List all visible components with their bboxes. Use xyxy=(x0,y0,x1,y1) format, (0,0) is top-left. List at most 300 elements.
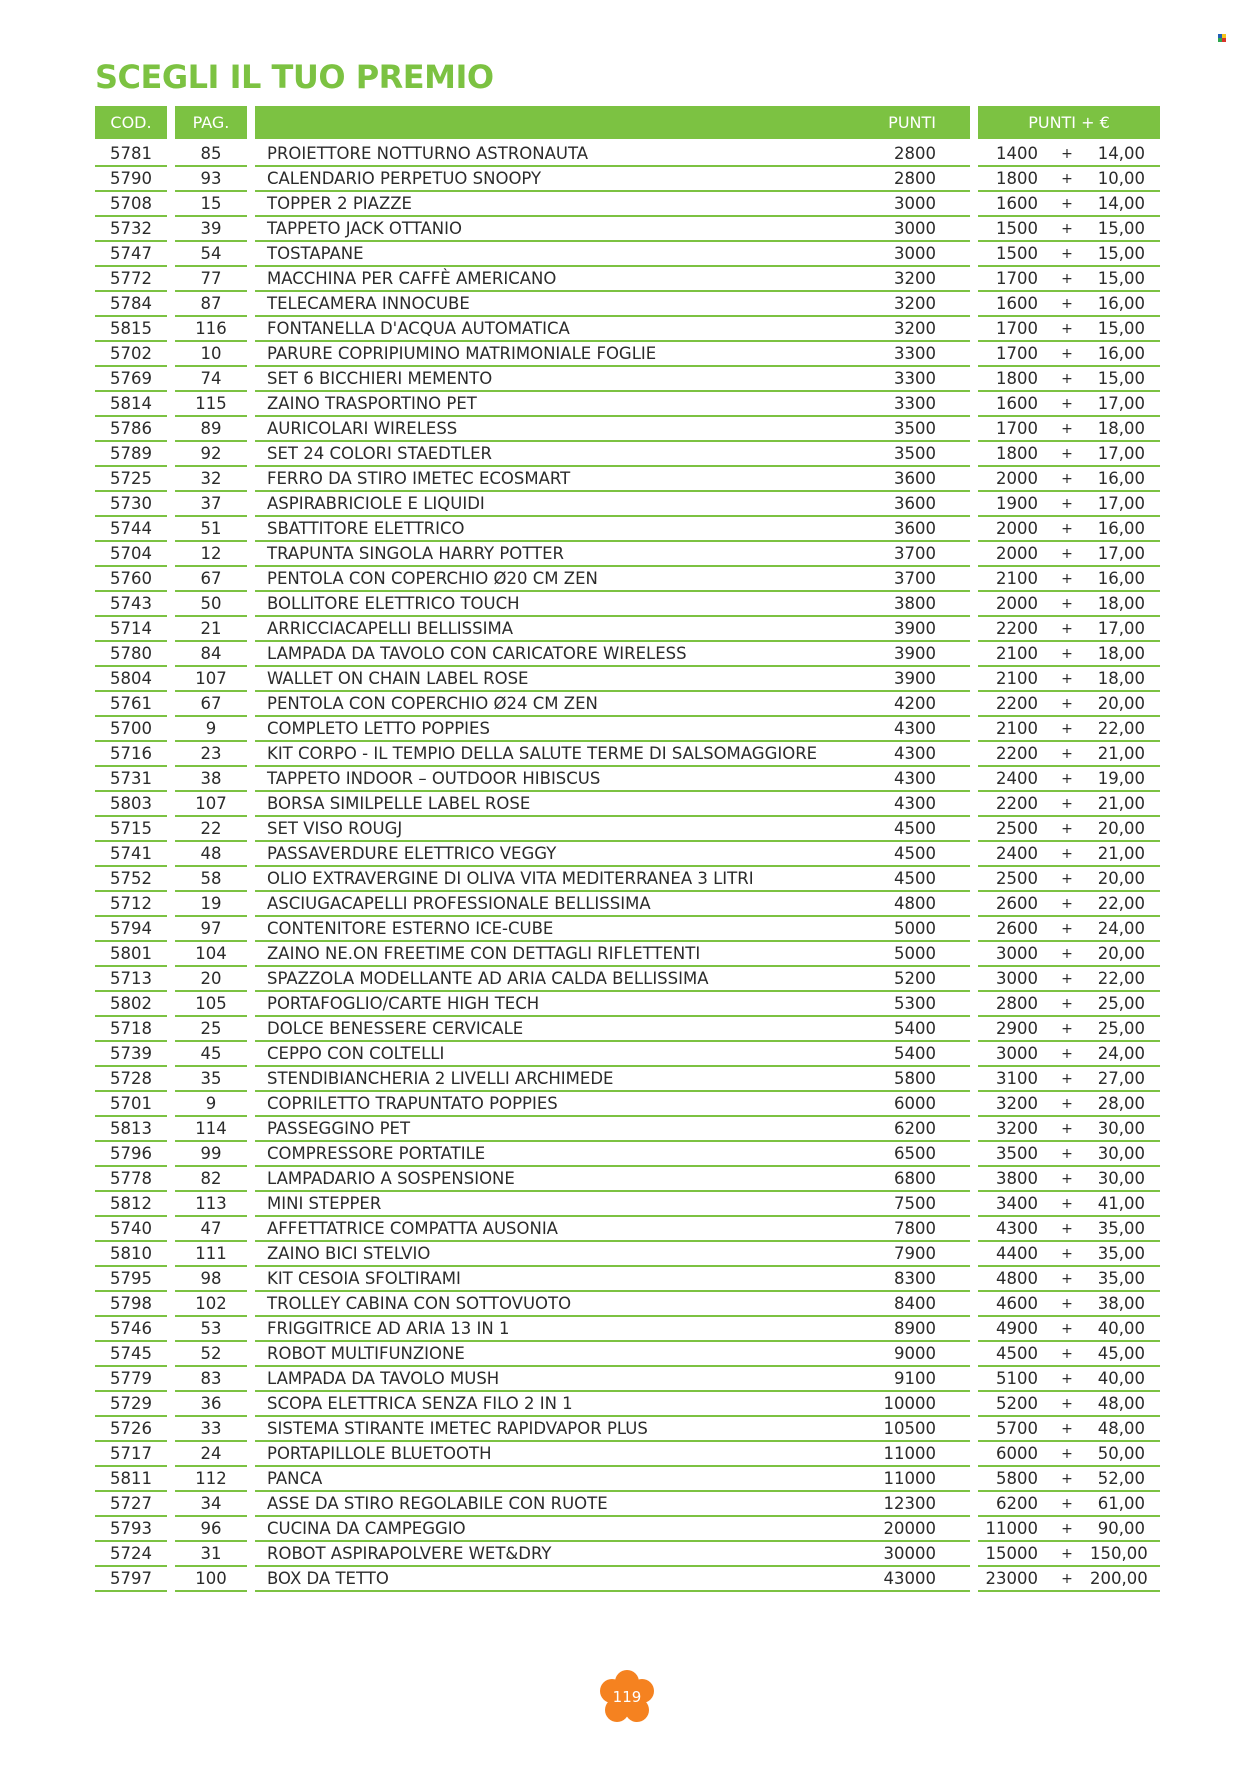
cell-collection-text: TROLLEY CABINA CON SOTTOVUOTO xyxy=(267,1294,572,1313)
cell-plus: + xyxy=(1061,596,1073,612)
table-row xyxy=(95,567,1160,592)
cell-plus: + xyxy=(1061,1021,1073,1037)
cell-punti-text: 3300 xyxy=(894,394,936,413)
cell-plus: + xyxy=(1061,621,1073,637)
cell-punti xyxy=(255,1567,970,1591)
cell-punti-text: 3000 xyxy=(894,219,936,238)
cell-punti-text: 3600 xyxy=(894,494,936,513)
cell-plus: + xyxy=(1061,296,1073,312)
table-row xyxy=(95,417,1160,442)
cell-pag: 12 xyxy=(200,544,222,563)
cell-punti xyxy=(255,892,970,916)
cell-punti xyxy=(255,467,970,491)
cell-cod: 5813 xyxy=(110,1119,152,1138)
table-row xyxy=(95,667,1160,692)
table-row xyxy=(95,1142,1160,1167)
cell-punti xyxy=(255,1117,970,1141)
cell-euro-part: 90,00 xyxy=(1097,1519,1145,1538)
cell-punti xyxy=(255,1367,970,1391)
cell-punti-text: 5800 xyxy=(894,1069,936,1088)
cell-euro-part: 18,00 xyxy=(1097,669,1145,688)
cell-punti-part: 2000 xyxy=(996,594,1038,613)
cell-pag: 35 xyxy=(200,1069,222,1088)
cell-collection-text: ASCIUGACAPELLI PROFESSIONALE BELLISSIMA xyxy=(267,894,651,913)
cell-punti-text: 3600 xyxy=(894,519,936,538)
table-row xyxy=(95,1267,1160,1292)
table-row xyxy=(95,167,1160,192)
cell-collection-text: FRIGGITRICE AD ARIA 13 IN 1 xyxy=(267,1319,510,1338)
cell-euro-part: 14,00 xyxy=(1097,194,1145,213)
page-title: SCEGLI IL TUO PREMIO xyxy=(95,58,494,96)
cell-pag: 51 xyxy=(200,519,222,538)
cell-punti-text: 5000 xyxy=(894,919,936,938)
cell-punti-part: 2200 xyxy=(996,694,1038,713)
cell-punti-text: 9000 xyxy=(894,1344,936,1363)
cell-punti xyxy=(255,292,970,316)
cell-euro-part: 17,00 xyxy=(1097,444,1145,463)
cell-collection-text: ROBOT MULTIFUNZIONE xyxy=(267,1344,465,1363)
cell-pag: 77 xyxy=(200,269,222,288)
cell-euro-part: 17,00 xyxy=(1097,619,1145,638)
cell-collection-text: CONTENITORE ESTERNO ICE-CUBE xyxy=(267,919,554,938)
cell-cod: 5712 xyxy=(110,894,152,913)
cell-cod: 5700 xyxy=(110,719,152,738)
cell-punti-part: 3400 xyxy=(996,1194,1038,1213)
table-row xyxy=(95,642,1160,667)
cell-collection-text: PORTAFOGLIO/CARTE HIGH TECH xyxy=(267,994,540,1013)
cell-euro-part: 17,00 xyxy=(1097,494,1145,513)
cell-euro-part: 15,00 xyxy=(1097,319,1145,338)
cell-punti xyxy=(255,517,970,541)
cell-cod: 5796 xyxy=(110,1144,152,1163)
cell-punti-text: 6200 xyxy=(894,1119,936,1138)
cell-punti xyxy=(255,317,970,341)
cell-plus: + xyxy=(1061,321,1073,337)
cell-cod: 5743 xyxy=(110,594,152,613)
table-row xyxy=(95,1017,1160,1042)
cell-euro-part: 200,00 xyxy=(1090,1569,1148,1588)
table-row xyxy=(95,442,1160,467)
cell-euro-part: 40,00 xyxy=(1097,1369,1145,1388)
cell-punti xyxy=(255,1042,970,1066)
cell-cod: 5780 xyxy=(110,644,152,663)
cell-cod: 5786 xyxy=(110,419,152,438)
cell-punti-text: 20000 xyxy=(883,1519,936,1538)
cell-plus: + xyxy=(1061,871,1073,887)
cell-punti-part: 2200 xyxy=(996,744,1038,763)
cell-euro-part: 16,00 xyxy=(1097,344,1145,363)
cell-punti-text: 4300 xyxy=(894,719,936,738)
table-row xyxy=(95,467,1160,492)
cell-collection-text: SET 24 COLORI STAEDTLER xyxy=(267,444,492,463)
cell-punti-text: 3900 xyxy=(894,619,936,638)
cell-collection-text: OLIO EXTRAVERGINE DI OLIVA VITA MEDITERRANEA 3 LITRI xyxy=(267,869,754,888)
cell-euro-part: 48,00 xyxy=(1097,1419,1145,1438)
cell-euro-part: 61,00 xyxy=(1097,1494,1145,1513)
cell-punti-text: 4300 xyxy=(894,744,936,763)
cell-punti xyxy=(255,692,970,716)
cell-plus: + xyxy=(1061,946,1073,962)
cell-euro-part: 35,00 xyxy=(1097,1244,1145,1263)
cell-cod: 5739 xyxy=(110,1044,152,1063)
cell-collection-text: ZAINO NE.ON FREETIME CON DETTAGLI RIFLETTENTI xyxy=(267,944,701,963)
cell-punti-text: 4500 xyxy=(894,819,936,838)
table-row xyxy=(95,292,1160,317)
cell-collection-text: BOLLITORE ELETTRICO TOUCH xyxy=(267,594,520,613)
cell-punti xyxy=(255,592,970,616)
cell-punti-text: 6800 xyxy=(894,1169,936,1188)
table-row xyxy=(95,267,1160,292)
cell-punti xyxy=(255,267,970,291)
table-row xyxy=(95,817,1160,842)
table-row xyxy=(95,1192,1160,1217)
cell-plus: + xyxy=(1061,1071,1073,1087)
cell-collection-text: ASPIRABRICIOLE E LIQUIDI xyxy=(267,494,485,513)
cell-punti-text: 5400 xyxy=(894,1044,936,1063)
cell-punti xyxy=(255,1217,970,1241)
cell-cod: 5778 xyxy=(110,1169,152,1188)
cell-cod: 5714 xyxy=(110,619,152,638)
cell-punti-part: 5100 xyxy=(996,1369,1038,1388)
cell-euro-part: 20,00 xyxy=(1097,869,1145,888)
cell-punti-part: 2000 xyxy=(996,469,1038,488)
row-divider xyxy=(175,1590,247,1592)
cell-punti-text: 3000 xyxy=(894,244,936,263)
cell-punti-text: 8900 xyxy=(894,1319,936,1338)
cell-collection-text: PROIETTORE NOTTURNO ASTRONAUTA xyxy=(267,144,589,163)
cell-punti-text: 5400 xyxy=(894,1019,936,1038)
row-divider xyxy=(255,1590,970,1592)
cell-euro-part: 16,00 xyxy=(1097,569,1145,588)
cell-plus: + xyxy=(1061,796,1073,812)
cell-punti-part: 2200 xyxy=(996,794,1038,813)
cell-pag: 25 xyxy=(200,1019,222,1038)
cell-punti-text: 7500 xyxy=(894,1194,936,1213)
cell-cod: 5794 xyxy=(110,919,152,938)
cell-collection-text: LAMPADARIO A SOSPENSIONE xyxy=(267,1169,515,1188)
cell-cod: 5793 xyxy=(110,1519,152,1538)
cell-collection-text: CEPPO CON COLTELLI xyxy=(267,1044,445,1063)
table-body xyxy=(95,142,1160,1592)
header-punti xyxy=(255,106,970,139)
cell-plus: + xyxy=(1061,1196,1073,1212)
cell-plus: + xyxy=(1061,1096,1073,1112)
cell-plus: + xyxy=(1061,646,1073,662)
table-row xyxy=(95,1042,1160,1067)
cell-cod: 5718 xyxy=(110,1019,152,1038)
cell-pag: 33 xyxy=(200,1419,222,1438)
cell-euro-part: 20,00 xyxy=(1097,819,1145,838)
cell-collection-text: PASSAVERDURE ELETTRICO VEGGY xyxy=(267,844,557,863)
cell-euro-part: 50,00 xyxy=(1097,1444,1145,1463)
cell-punti-part: 3100 xyxy=(996,1069,1038,1088)
cell-punti-text: 2800 xyxy=(894,144,936,163)
cell-pag: 93 xyxy=(200,169,222,188)
cell-collection-text: ZAINO TRASPORTINO PET xyxy=(267,394,477,413)
cell-pag: 47 xyxy=(200,1219,222,1238)
cell-punti-text: 11000 xyxy=(883,1469,936,1488)
cell-cod: 5741 xyxy=(110,844,152,863)
cell-punti-part: 2600 xyxy=(996,919,1038,938)
cell-punti-text: 3200 xyxy=(894,294,936,313)
table-row xyxy=(95,1067,1160,1092)
cell-punti xyxy=(255,1267,970,1291)
cell-punti-text: 3300 xyxy=(894,344,936,363)
cell-plus: + xyxy=(1061,1546,1073,1562)
cell-punti xyxy=(255,542,970,566)
cell-plus: + xyxy=(1061,1171,1073,1187)
cell-punti-text: 5300 xyxy=(894,994,936,1013)
table-row xyxy=(95,592,1160,617)
cell-punti-part: 11000 xyxy=(985,1519,1038,1538)
cell-collection-text: STENDIBIANCHERIA 2 LIVELLI ARCHIMEDE xyxy=(267,1069,614,1088)
cell-punti xyxy=(255,142,970,166)
cell-punti xyxy=(255,192,970,216)
cell-punti xyxy=(255,642,970,666)
cell-euro-part: 28,00 xyxy=(1097,1094,1145,1113)
cell-collection-text: BOX DA TETTO xyxy=(267,1569,389,1588)
cell-collection-text: SPAZZOLA MODELLANTE AD ARIA CALDA BELLISSIMA xyxy=(267,969,709,988)
cell-punti xyxy=(255,1067,970,1091)
cell-plus: + xyxy=(1061,846,1073,862)
cell-pag: 9 xyxy=(205,719,217,738)
cell-cod: 5797 xyxy=(110,1569,152,1588)
cell-plus: + xyxy=(1061,1371,1073,1387)
cell-punti xyxy=(255,367,970,391)
cell-punti-part: 2800 xyxy=(996,994,1038,1013)
cell-punti-part: 2200 xyxy=(996,619,1038,638)
cell-euro-part: 15,00 xyxy=(1097,369,1145,388)
cell-pag: 85 xyxy=(200,144,222,163)
table-row xyxy=(95,942,1160,967)
cell-plus: + xyxy=(1061,171,1073,187)
cell-euro-part: 45,00 xyxy=(1097,1344,1145,1363)
cell-punti-part: 2500 xyxy=(996,869,1038,888)
cell-cod: 5810 xyxy=(110,1244,152,1263)
cell-euro-part: 41,00 xyxy=(1097,1194,1145,1213)
cell-punti xyxy=(255,342,970,366)
cell-plus: + xyxy=(1061,196,1073,212)
cell-punti-text: 3500 xyxy=(894,444,936,463)
cell-punti-text: 5000 xyxy=(894,944,936,963)
table-row xyxy=(95,217,1160,242)
row-divider xyxy=(978,1590,1160,1592)
cell-punti-text: 4200 xyxy=(894,694,936,713)
cell-plus: + xyxy=(1061,371,1073,387)
cell-cod: 5811 xyxy=(110,1469,152,1488)
cell-plus: + xyxy=(1061,1221,1073,1237)
cell-collection-text: LAMPADA DA TAVOLO CON CARICATORE WIRELESS xyxy=(267,644,687,663)
cell-punti-part: 4500 xyxy=(996,1344,1038,1363)
cell-punti-part: 3000 xyxy=(996,944,1038,963)
cell-punti-part: 3800 xyxy=(996,1169,1038,1188)
cell-punti xyxy=(255,1517,970,1541)
cell-cod: 5761 xyxy=(110,694,152,713)
cell-collection-text: AURICOLARI WIRELESS xyxy=(267,419,458,438)
cell-collection-text: PARURE COPRIPIUMINO MATRIMONIALE FOGLIE xyxy=(267,344,657,363)
cell-pag: 45 xyxy=(200,1044,222,1063)
cell-collection-text: PANCA xyxy=(267,1469,323,1488)
table-row xyxy=(95,1242,1160,1267)
cell-pag: 58 xyxy=(200,869,222,888)
cell-cod: 5747 xyxy=(110,244,152,263)
cell-pag: 67 xyxy=(200,569,222,588)
cell-plus: + xyxy=(1061,246,1073,262)
cell-collection-text: FERRO DA STIRO IMETEC ECOSMART xyxy=(267,469,571,488)
cell-euro-part: 25,00 xyxy=(1097,994,1145,1013)
cell-collection-text: MINI STEPPER xyxy=(267,1194,382,1213)
cell-plus: + xyxy=(1061,396,1073,412)
cell-collection-text: TOPPER 2 PIAZZE xyxy=(267,194,412,213)
cell-pag: 31 xyxy=(200,1544,222,1563)
cell-cod: 5727 xyxy=(110,1494,152,1513)
cell-punti-part: 2000 xyxy=(996,544,1038,563)
cell-cod: 5789 xyxy=(110,444,152,463)
cell-euro-part: 30,00 xyxy=(1097,1119,1145,1138)
cell-plus: + xyxy=(1061,1521,1073,1537)
table-row xyxy=(95,892,1160,917)
cell-plus: + xyxy=(1061,771,1073,787)
cell-euro-part: 22,00 xyxy=(1097,894,1145,913)
cell-punti-part: 2900 xyxy=(996,1019,1038,1038)
cell-punti-text: 4300 xyxy=(894,794,936,813)
cell-punti-text: 6500 xyxy=(894,1144,936,1163)
cell-punti-text: 43000 xyxy=(883,1569,936,1588)
cell-plus: + xyxy=(1061,996,1073,1012)
cell-punti-text: 3500 xyxy=(894,419,936,438)
cell-euro-part: 19,00 xyxy=(1097,769,1145,788)
cell-pag: 54 xyxy=(200,244,222,263)
cell-punti-text: 4500 xyxy=(894,869,936,888)
cell-punti-part: 6000 xyxy=(996,1444,1038,1463)
cell-collection-text: TRAPUNTA SINGOLA HARRY POTTER xyxy=(267,544,565,563)
header-punti-label: PUNTI xyxy=(888,113,936,132)
cell-punti-part: 2400 xyxy=(996,844,1038,863)
cell-euro-part: 48,00 xyxy=(1097,1394,1145,1413)
cell-pag: 37 xyxy=(200,494,222,513)
cell-punti xyxy=(255,417,970,441)
table-header xyxy=(95,106,1160,139)
cell-pag: 105 xyxy=(195,994,227,1013)
cell-punti xyxy=(255,1342,970,1366)
table-row xyxy=(95,392,1160,417)
cell-punti-part: 1600 xyxy=(996,194,1038,213)
cell-collection-text: COPRILETTO TRAPUNTATO POPPIES xyxy=(267,1094,558,1113)
cell-punti-part: 2600 xyxy=(996,894,1038,913)
cell-cod: 5746 xyxy=(110,1319,152,1338)
cell-punti xyxy=(255,842,970,866)
cell-collection-text: AFFETTATRICE COMPATTA AUSONIA xyxy=(267,1219,558,1238)
table-row xyxy=(95,867,1160,892)
cell-punti xyxy=(255,817,970,841)
cell-punti-part: 3000 xyxy=(996,1044,1038,1063)
table-row xyxy=(95,1392,1160,1417)
cell-collection-text: ZAINO BICI STELVIO xyxy=(267,1244,431,1263)
cell-cod: 5784 xyxy=(110,294,152,313)
cell-pag: 99 xyxy=(200,1144,222,1163)
cell-plus: + xyxy=(1061,896,1073,912)
cell-collection-text: DOLCE BENESSERE CERVICALE xyxy=(267,1019,524,1038)
cell-plus: + xyxy=(1061,1296,1073,1312)
cell-punti xyxy=(255,242,970,266)
cell-pag: 22 xyxy=(200,819,222,838)
cell-cod: 5715 xyxy=(110,819,152,838)
cell-plus: + xyxy=(1061,446,1073,462)
cell-euro-part: 16,00 xyxy=(1097,519,1145,538)
cell-cod: 5814 xyxy=(110,394,152,413)
cell-cod: 5745 xyxy=(110,1344,152,1363)
cell-euro-part: 20,00 xyxy=(1097,694,1145,713)
cell-collection-text: LAMPADA DA TAVOLO MUSH xyxy=(267,1369,500,1388)
cell-cod: 5724 xyxy=(110,1544,152,1563)
cell-cod: 5781 xyxy=(110,144,152,163)
cell-pag: 92 xyxy=(200,444,222,463)
cell-plus: + xyxy=(1061,346,1073,362)
cell-punti-part: 1500 xyxy=(996,219,1038,238)
table-row xyxy=(95,767,1160,792)
cell-punti-part: 1700 xyxy=(996,269,1038,288)
table-row xyxy=(95,1292,1160,1317)
table-row xyxy=(95,617,1160,642)
prize-table xyxy=(95,106,1160,1592)
cell-collection-text: SBATTITORE ELETTRICO xyxy=(267,519,465,538)
cell-euro-part: 15,00 xyxy=(1097,244,1145,263)
cell-plus: + xyxy=(1061,1346,1073,1362)
cell-punti-text: 10000 xyxy=(883,1394,936,1413)
table-row xyxy=(95,1317,1160,1342)
cell-punti xyxy=(255,217,970,241)
cell-punti-part: 3500 xyxy=(996,1144,1038,1163)
cell-punti-text: 3200 xyxy=(894,319,936,338)
cell-pag: 107 xyxy=(195,669,227,688)
cell-pag: 114 xyxy=(195,1119,227,1138)
cell-cod: 5802 xyxy=(110,994,152,1013)
cell-collection-text: COMPRESSORE PORTATILE xyxy=(267,1144,486,1163)
cell-cod: 5704 xyxy=(110,544,152,563)
cell-cod: 5804 xyxy=(110,669,152,688)
cell-collection-text: PENTOLA CON COPERCHIO Ø20 CM ZEN xyxy=(267,569,598,588)
cell-punti xyxy=(255,792,970,816)
cell-punti xyxy=(255,1392,970,1416)
cell-punti-part: 1700 xyxy=(996,344,1038,363)
cell-pag: 96 xyxy=(200,1519,222,1538)
cell-pag: 97 xyxy=(200,919,222,938)
table-row xyxy=(95,1117,1160,1142)
cell-plus: + xyxy=(1061,1446,1073,1462)
cell-euro-part: 52,00 xyxy=(1097,1469,1145,1488)
cell-collection-text: SET 6 BICCHIERI MEMENTO xyxy=(267,369,493,388)
table-row xyxy=(95,1542,1160,1567)
cell-punti xyxy=(255,717,970,741)
cell-euro-part: 30,00 xyxy=(1097,1169,1145,1188)
cell-plus: + xyxy=(1061,1146,1073,1162)
table-row xyxy=(95,992,1160,1017)
cell-cod: 5744 xyxy=(110,519,152,538)
cell-pag: 53 xyxy=(200,1319,222,1338)
cell-punti-text: 3600 xyxy=(894,469,936,488)
cell-punti-text: 3000 xyxy=(894,194,936,213)
cell-plus: + xyxy=(1061,1496,1073,1512)
cell-pag: 21 xyxy=(200,619,222,638)
cell-punti-text: 3900 xyxy=(894,669,936,688)
cell-collection-text: TELECAMERA INNOCUBE xyxy=(267,294,470,313)
cell-punti-part: 15000 xyxy=(985,1544,1038,1563)
cell-punti-text: 9100 xyxy=(894,1369,936,1388)
cell-euro-part: 18,00 xyxy=(1097,644,1145,663)
cell-euro-part: 15,00 xyxy=(1097,269,1145,288)
cell-cod: 5701 xyxy=(110,1094,152,1113)
table-row xyxy=(95,1342,1160,1367)
